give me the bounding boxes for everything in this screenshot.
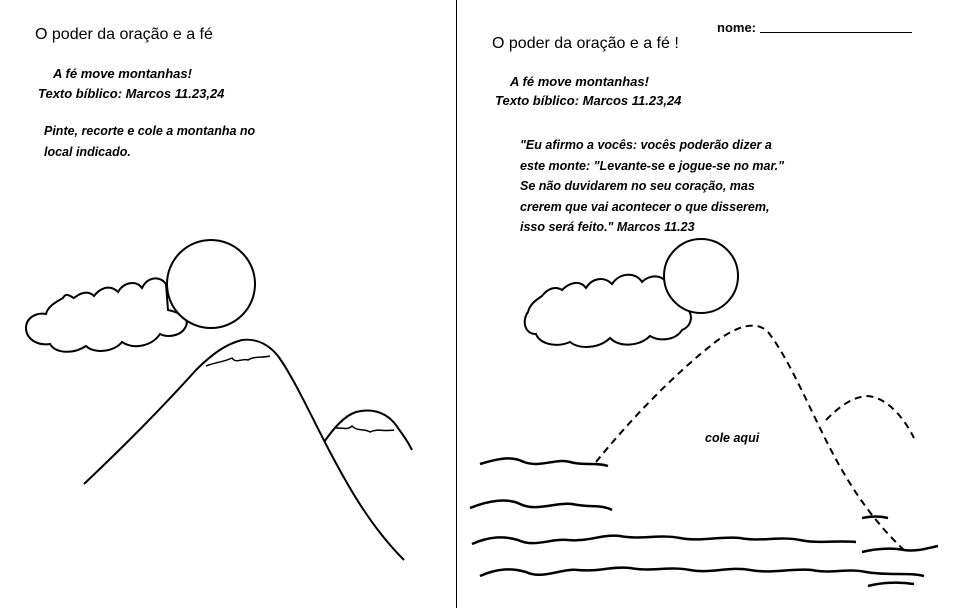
left-instruction: Pinte, recorte e cole a montanha no local indicado. — [44, 124, 256, 159]
right-quote: "Eu afirmo a vocês: vocês poderão dizer a este monte: "Levante-se e jogue-se no mar." Se não duvidarem no seu coração, mas crerem que vai acontecer o que disserem, isso será feito." Marcos 11.23 — [520, 138, 785, 234]
left-bible-ref: Texto bíblico: Marcos 11.23,24 — [38, 86, 225, 101]
right-verse-title: A fé move montanhas! — [510, 74, 649, 89]
right-worksheet — [457, 0, 957, 608]
left-big-mountain-icon — [84, 340, 404, 560]
name-label: nome: — [717, 20, 756, 35]
left-cloud-icon — [26, 278, 187, 351]
right-bible-ref: Texto bíblico: Marcos 11.23,24 — [495, 93, 682, 108]
right-title: O poder da oração e a fé ! — [492, 35, 679, 52]
name-input-line[interactable] — [760, 32, 912, 33]
left-sun-icon — [167, 240, 255, 328]
paste-area-label: cole aqui — [705, 431, 760, 445]
left-verse-title: A fé move montanhas! — [53, 66, 192, 81]
left-title: O poder da oração e a fé — [35, 26, 213, 43]
